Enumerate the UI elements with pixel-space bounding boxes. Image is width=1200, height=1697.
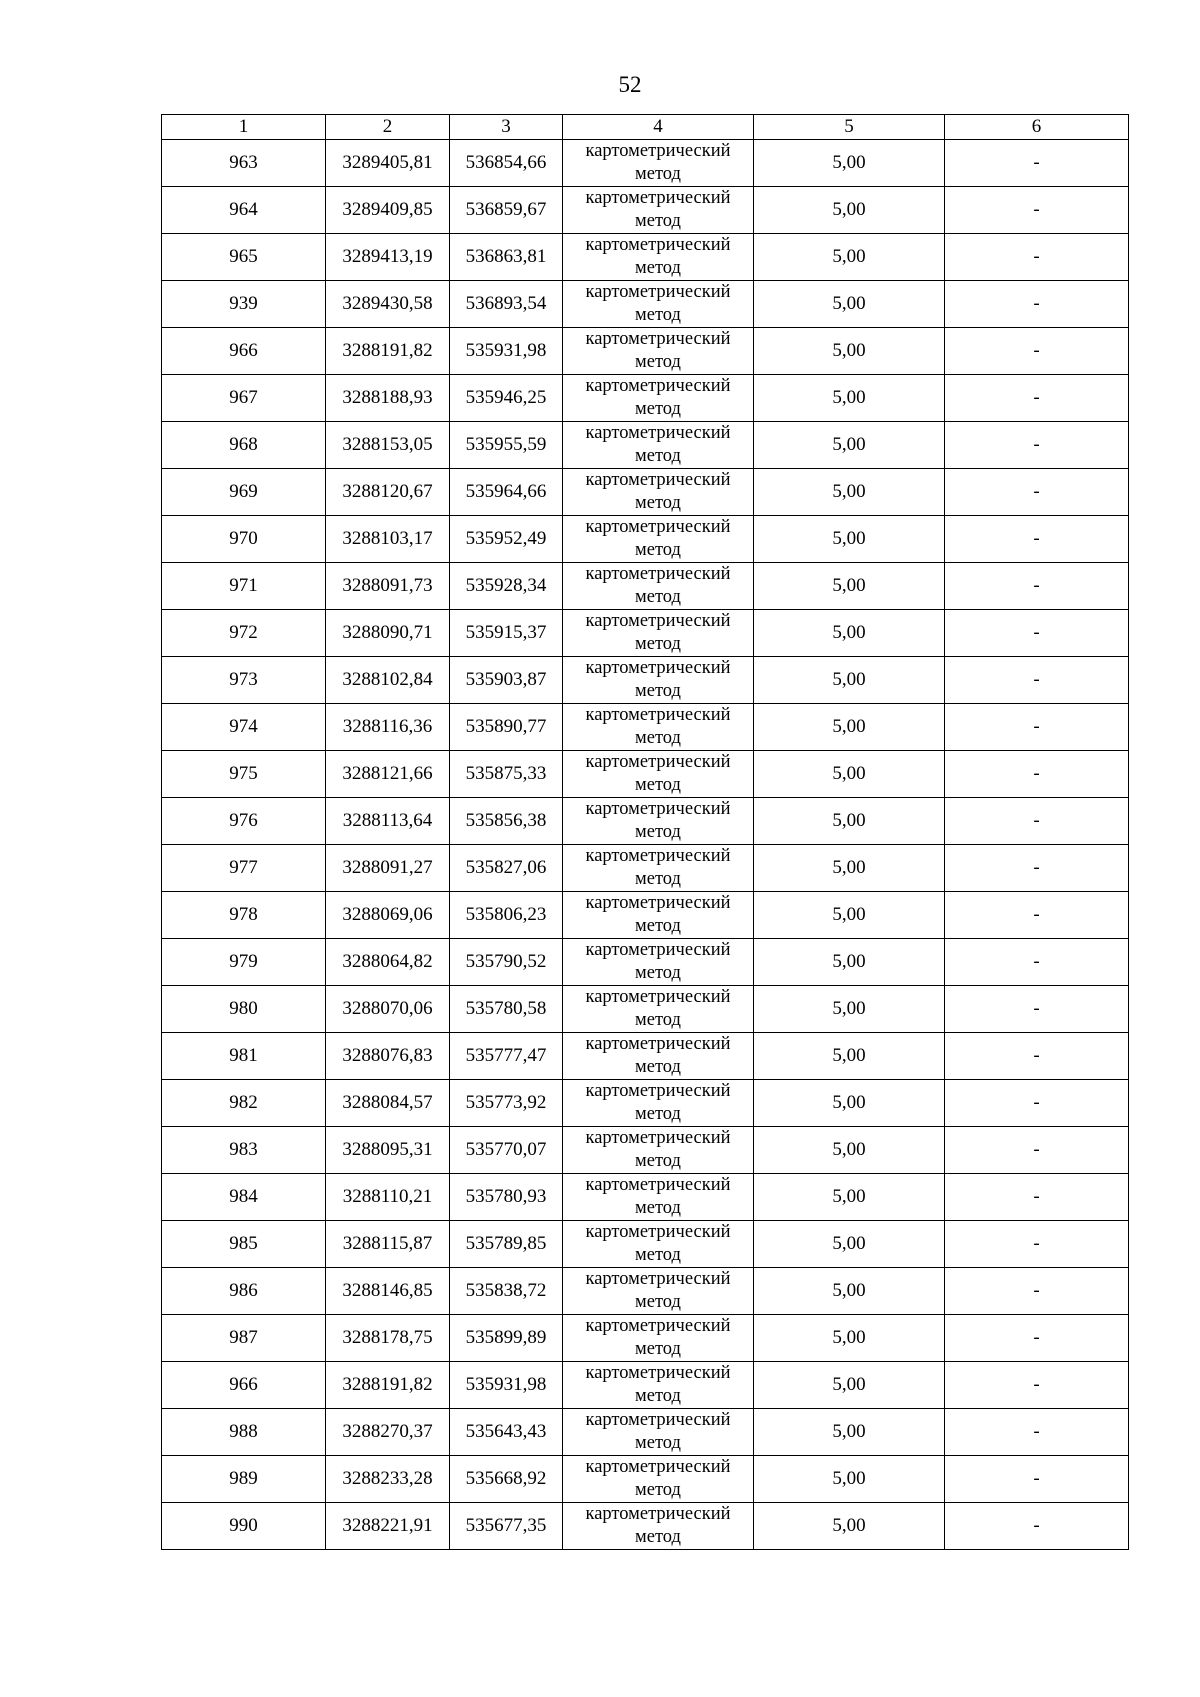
method-cell xyxy=(563,140,754,187)
x-coordinate-cell: 3288070,06 xyxy=(326,986,450,1033)
point-cell: 974 xyxy=(162,704,326,751)
y-coordinate-cell: 536859,67 xyxy=(450,187,563,234)
method-cell xyxy=(563,516,754,563)
method-line-1: картометрический xyxy=(585,1175,731,1195)
method-cell xyxy=(563,939,754,986)
header-col-5: 5 xyxy=(754,115,945,140)
note-cell: - xyxy=(945,469,1129,516)
point-cell: 963 xyxy=(162,140,326,187)
note-cell: - xyxy=(945,1409,1129,1456)
page-number: 52 xyxy=(618,72,642,97)
x-coordinate-cell: 3288270,37 xyxy=(326,1409,450,1456)
method-line-1: картометрический xyxy=(585,564,731,584)
accuracy-cell: 5,00 xyxy=(754,375,945,422)
method-line-2: метод xyxy=(635,587,681,607)
y-coordinate-cell: 535931,98 xyxy=(450,328,563,375)
method-line-1: картометрический xyxy=(585,893,731,913)
method-line-2: метод xyxy=(635,1245,681,1265)
table-row xyxy=(162,140,1129,187)
table-row xyxy=(162,469,1129,516)
table-row xyxy=(162,657,1129,704)
x-coordinate-cell: 3289409,85 xyxy=(326,187,450,234)
method-line-1: картометрический xyxy=(585,611,731,631)
method-line-1: картометрический xyxy=(585,799,731,819)
point-cell: 939 xyxy=(162,281,326,328)
method-cell xyxy=(563,1362,754,1409)
method-cell xyxy=(563,986,754,1033)
x-coordinate-cell: 3288095,31 xyxy=(326,1127,450,1174)
method-cell xyxy=(563,1268,754,1315)
y-coordinate-cell: 535946,25 xyxy=(450,375,563,422)
accuracy-cell: 5,00 xyxy=(754,610,945,657)
table-row xyxy=(162,1080,1129,1127)
method-line-2: метод xyxy=(635,681,681,701)
accuracy-cell: 5,00 xyxy=(754,187,945,234)
accuracy-cell: 5,00 xyxy=(754,1362,945,1409)
table-row xyxy=(162,1127,1129,1174)
table-row xyxy=(162,281,1129,328)
header-col-1: 1 xyxy=(162,115,326,140)
table-row xyxy=(162,1409,1129,1456)
method-line-1: картометрический xyxy=(585,1081,731,1101)
accuracy-cell: 5,00 xyxy=(754,657,945,704)
point-cell: 972 xyxy=(162,610,326,657)
note-cell: - xyxy=(945,751,1129,798)
y-coordinate-cell: 535668,92 xyxy=(450,1456,563,1503)
y-coordinate-cell: 535770,07 xyxy=(450,1127,563,1174)
method-line-2: метод xyxy=(635,1104,681,1124)
accuracy-cell: 5,00 xyxy=(754,1221,945,1268)
accuracy-cell: 5,00 xyxy=(754,1456,945,1503)
x-coordinate-cell: 3288121,66 xyxy=(326,751,450,798)
point-cell: 968 xyxy=(162,422,326,469)
method-line-2: метод xyxy=(635,164,681,184)
method-line-2: метод xyxy=(635,916,681,936)
method-line-2: метод xyxy=(635,728,681,748)
table-row xyxy=(162,1268,1129,1315)
point-cell: 984 xyxy=(162,1174,326,1221)
point-cell: 969 xyxy=(162,469,326,516)
point-cell: 965 xyxy=(162,234,326,281)
method-cell xyxy=(563,422,754,469)
x-coordinate-cell: 3288115,87 xyxy=(326,1221,450,1268)
note-cell: - xyxy=(945,422,1129,469)
point-cell: 971 xyxy=(162,563,326,610)
x-coordinate-cell: 3288110,21 xyxy=(326,1174,450,1221)
method-line-2: метод xyxy=(635,399,681,419)
y-coordinate-cell: 535955,59 xyxy=(450,422,563,469)
note-cell: - xyxy=(945,1315,1129,1362)
method-line-2: метод xyxy=(635,634,681,654)
note-cell: - xyxy=(945,939,1129,986)
method-line-2: метод xyxy=(635,1057,681,1077)
x-coordinate-cell: 3288221,91 xyxy=(326,1503,450,1550)
point-cell: 967 xyxy=(162,375,326,422)
accuracy-cell: 5,00 xyxy=(754,234,945,281)
y-coordinate-cell: 535903,87 xyxy=(450,657,563,704)
note-cell: - xyxy=(945,610,1129,657)
method-line-2: метод xyxy=(635,1151,681,1171)
y-coordinate-cell: 536893,54 xyxy=(450,281,563,328)
y-coordinate-cell: 535789,85 xyxy=(450,1221,563,1268)
method-line-2: метод xyxy=(635,1198,681,1218)
x-coordinate-cell: 3288091,27 xyxy=(326,845,450,892)
point-cell: 990 xyxy=(162,1503,326,1550)
x-coordinate-cell: 3288178,75 xyxy=(326,1315,450,1362)
coordinates-table xyxy=(161,114,1129,1550)
note-cell: - xyxy=(945,1456,1129,1503)
method-cell xyxy=(563,892,754,939)
table-row xyxy=(162,751,1129,798)
method-line-2: метод xyxy=(635,963,681,983)
method-line-2: метод xyxy=(635,869,681,889)
accuracy-cell: 5,00 xyxy=(754,140,945,187)
note-cell: - xyxy=(945,1080,1129,1127)
table-row xyxy=(162,1033,1129,1080)
note-cell: - xyxy=(945,1221,1129,1268)
method-cell xyxy=(563,1456,754,1503)
point-cell: 966 xyxy=(162,1362,326,1409)
method-line-2: метод xyxy=(635,1433,681,1453)
table-row xyxy=(162,1174,1129,1221)
note-cell: - xyxy=(945,234,1129,281)
y-coordinate-cell: 535827,06 xyxy=(450,845,563,892)
method-line-2: метод xyxy=(635,305,681,325)
table-row xyxy=(162,516,1129,563)
note-cell: - xyxy=(945,1268,1129,1315)
y-coordinate-cell: 536863,81 xyxy=(450,234,563,281)
note-cell: - xyxy=(945,1503,1129,1550)
note-cell: - xyxy=(945,657,1129,704)
x-coordinate-cell: 3289413,19 xyxy=(326,234,450,281)
table-row xyxy=(162,986,1129,1033)
method-line-1: картометрический xyxy=(585,470,731,490)
method-line-1: картометрический xyxy=(585,752,731,772)
x-coordinate-cell: 3288090,71 xyxy=(326,610,450,657)
point-cell: 973 xyxy=(162,657,326,704)
method-line-2: метод xyxy=(635,258,681,278)
method-line-2: метод xyxy=(635,493,681,513)
table-row xyxy=(162,1221,1129,1268)
accuracy-cell: 5,00 xyxy=(754,704,945,751)
method-cell xyxy=(563,704,754,751)
method-cell xyxy=(563,1409,754,1456)
method-cell xyxy=(563,281,754,328)
x-coordinate-cell: 3288120,67 xyxy=(326,469,450,516)
y-coordinate-cell: 535780,58 xyxy=(450,986,563,1033)
accuracy-cell: 5,00 xyxy=(754,469,945,516)
note-cell: - xyxy=(945,986,1129,1033)
method-cell xyxy=(563,375,754,422)
note-cell: - xyxy=(945,892,1129,939)
y-coordinate-cell: 535780,93 xyxy=(450,1174,563,1221)
x-coordinate-cell: 3288116,36 xyxy=(326,704,450,751)
y-coordinate-cell: 535643,43 xyxy=(450,1409,563,1456)
accuracy-cell: 5,00 xyxy=(754,516,945,563)
accuracy-cell: 5,00 xyxy=(754,798,945,845)
method-cell xyxy=(563,610,754,657)
y-coordinate-cell: 535952,49 xyxy=(450,516,563,563)
method-line-1: картометрический xyxy=(585,987,731,1007)
point-cell: 986 xyxy=(162,1268,326,1315)
point-cell: 980 xyxy=(162,986,326,1033)
x-coordinate-cell: 3288091,73 xyxy=(326,563,450,610)
accuracy-cell: 5,00 xyxy=(754,986,945,1033)
method-line-2: метод xyxy=(635,1292,681,1312)
note-cell: - xyxy=(945,1362,1129,1409)
y-coordinate-cell: 535899,89 xyxy=(450,1315,563,1362)
x-coordinate-cell: 3288113,64 xyxy=(326,798,450,845)
method-cell xyxy=(563,1080,754,1127)
x-coordinate-cell: 3288069,06 xyxy=(326,892,450,939)
table-row xyxy=(162,1503,1129,1550)
method-line-2: метод xyxy=(635,822,681,842)
y-coordinate-cell: 535806,23 xyxy=(450,892,563,939)
y-coordinate-cell: 535773,92 xyxy=(450,1080,563,1127)
point-cell: 979 xyxy=(162,939,326,986)
method-line-1: картометрический xyxy=(585,141,731,161)
method-line-1: картометрический xyxy=(585,846,731,866)
note-cell: - xyxy=(945,187,1129,234)
x-coordinate-cell: 3288064,82 xyxy=(326,939,450,986)
header-col-2: 2 xyxy=(326,115,450,140)
header-col-3: 3 xyxy=(450,115,563,140)
table-row xyxy=(162,187,1129,234)
method-line-1: картометрический xyxy=(585,1457,731,1477)
x-coordinate-cell: 3288103,17 xyxy=(326,516,450,563)
table-row xyxy=(162,1315,1129,1362)
point-cell: 982 xyxy=(162,1080,326,1127)
x-coordinate-cell: 3288191,82 xyxy=(326,1362,450,1409)
point-cell: 970 xyxy=(162,516,326,563)
x-coordinate-cell: 3288191,82 xyxy=(326,328,450,375)
note-cell: - xyxy=(945,328,1129,375)
table-row xyxy=(162,1362,1129,1409)
y-coordinate-cell: 535777,47 xyxy=(450,1033,563,1080)
table-body xyxy=(162,140,1129,1550)
method-cell xyxy=(563,1033,754,1080)
y-coordinate-cell: 535890,77 xyxy=(450,704,563,751)
point-cell: 976 xyxy=(162,798,326,845)
x-coordinate-cell: 3288102,84 xyxy=(326,657,450,704)
y-coordinate-cell: 535856,38 xyxy=(450,798,563,845)
method-line-2: метод xyxy=(635,1480,681,1500)
point-cell: 987 xyxy=(162,1315,326,1362)
accuracy-cell: 5,00 xyxy=(754,1127,945,1174)
accuracy-cell: 5,00 xyxy=(754,1503,945,1550)
method-line-1: картометрический xyxy=(585,658,731,678)
method-cell xyxy=(563,328,754,375)
note-cell: - xyxy=(945,798,1129,845)
header-col-4: 4 xyxy=(563,115,754,140)
table-row xyxy=(162,563,1129,610)
accuracy-cell: 5,00 xyxy=(754,845,945,892)
method-line-1: картометрический xyxy=(585,423,731,443)
accuracy-cell: 5,00 xyxy=(754,1174,945,1221)
x-coordinate-cell: 3288146,85 xyxy=(326,1268,450,1315)
y-coordinate-cell: 535875,33 xyxy=(450,751,563,798)
x-coordinate-cell: 3289430,58 xyxy=(326,281,450,328)
method-line-1: картометрический xyxy=(585,376,731,396)
method-line-1: картометрический xyxy=(585,1363,731,1383)
y-coordinate-cell: 535677,35 xyxy=(450,1503,563,1550)
point-cell: 966 xyxy=(162,328,326,375)
accuracy-cell: 5,00 xyxy=(754,1315,945,1362)
y-coordinate-cell: 535915,37 xyxy=(450,610,563,657)
x-coordinate-cell: 3289405,81 xyxy=(326,140,450,187)
method-cell xyxy=(563,751,754,798)
y-coordinate-cell: 535964,66 xyxy=(450,469,563,516)
note-cell: - xyxy=(945,704,1129,751)
table-row xyxy=(162,892,1129,939)
method-cell xyxy=(563,187,754,234)
method-line-1: картометрический xyxy=(585,1128,731,1148)
y-coordinate-cell: 535931,98 xyxy=(450,1362,563,1409)
accuracy-cell: 5,00 xyxy=(754,563,945,610)
y-coordinate-cell: 535838,72 xyxy=(450,1268,563,1315)
method-cell xyxy=(563,798,754,845)
accuracy-cell: 5,00 xyxy=(754,422,945,469)
method-cell xyxy=(563,563,754,610)
method-cell xyxy=(563,1503,754,1550)
y-coordinate-cell: 536854,66 xyxy=(450,140,563,187)
method-cell xyxy=(563,234,754,281)
accuracy-cell: 5,00 xyxy=(754,1080,945,1127)
note-cell: - xyxy=(945,845,1129,892)
point-cell: 981 xyxy=(162,1033,326,1080)
x-coordinate-cell: 3288233,28 xyxy=(326,1456,450,1503)
method-line-1: картометрический xyxy=(585,705,731,725)
method-line-1: картометрический xyxy=(585,1504,731,1524)
header-row xyxy=(162,115,1129,140)
point-cell: 985 xyxy=(162,1221,326,1268)
point-cell: 978 xyxy=(162,892,326,939)
point-cell: 988 xyxy=(162,1409,326,1456)
note-cell: - xyxy=(945,375,1129,422)
note-cell: - xyxy=(945,1127,1129,1174)
table-row xyxy=(162,422,1129,469)
table-row xyxy=(162,610,1129,657)
method-line-1: картометрический xyxy=(585,940,731,960)
table-row xyxy=(162,234,1129,281)
point-cell: 975 xyxy=(162,751,326,798)
y-coordinate-cell: 535790,52 xyxy=(450,939,563,986)
point-cell: 989 xyxy=(162,1456,326,1503)
accuracy-cell: 5,00 xyxy=(754,1033,945,1080)
method-line-2: метод xyxy=(635,446,681,466)
method-line-2: метод xyxy=(635,1527,681,1547)
method-line-1: картометрический xyxy=(585,188,731,208)
method-line-2: метод xyxy=(635,211,681,231)
note-cell: - xyxy=(945,1174,1129,1221)
note-cell: - xyxy=(945,140,1129,187)
method-line-1: картометрический xyxy=(585,1222,731,1242)
method-line-2: метод xyxy=(635,775,681,795)
accuracy-cell: 5,00 xyxy=(754,1268,945,1315)
table-row xyxy=(162,328,1129,375)
accuracy-cell: 5,00 xyxy=(754,281,945,328)
method-line-1: картометрический xyxy=(585,1269,731,1289)
point-cell: 964 xyxy=(162,187,326,234)
accuracy-cell: 5,00 xyxy=(754,892,945,939)
table-row xyxy=(162,704,1129,751)
method-cell xyxy=(563,845,754,892)
note-cell: - xyxy=(945,516,1129,563)
table-row xyxy=(162,375,1129,422)
accuracy-cell: 5,00 xyxy=(754,751,945,798)
method-line-1: картометрический xyxy=(585,235,731,255)
table-row xyxy=(162,1456,1129,1503)
note-cell: - xyxy=(945,1033,1129,1080)
method-line-2: метод xyxy=(635,352,681,372)
note-cell: - xyxy=(945,563,1129,610)
method-line-1: картометрический xyxy=(585,1410,731,1430)
method-line-1: картометрический xyxy=(585,1034,731,1054)
accuracy-cell: 5,00 xyxy=(754,939,945,986)
method-line-1: картометрический xyxy=(585,282,731,302)
table-row xyxy=(162,845,1129,892)
header-col-6: 6 xyxy=(945,115,1129,140)
table-row xyxy=(162,798,1129,845)
x-coordinate-cell: 3288188,93 xyxy=(326,375,450,422)
x-coordinate-cell: 3288084,57 xyxy=(326,1080,450,1127)
method-cell xyxy=(563,1127,754,1174)
x-coordinate-cell: 3288153,05 xyxy=(326,422,450,469)
note-cell: - xyxy=(945,281,1129,328)
method-cell xyxy=(563,469,754,516)
point-cell: 983 xyxy=(162,1127,326,1174)
method-line-1: картометрический xyxy=(585,517,731,537)
x-coordinate-cell: 3288076,83 xyxy=(326,1033,450,1080)
accuracy-cell: 5,00 xyxy=(754,328,945,375)
method-line-2: метод xyxy=(635,540,681,560)
method-line-1: картометрический xyxy=(585,1316,731,1336)
method-cell xyxy=(563,1174,754,1221)
method-cell xyxy=(563,1315,754,1362)
table-row xyxy=(162,939,1129,986)
method-line-1: картометрический xyxy=(585,329,731,349)
method-line-2: метод xyxy=(635,1339,681,1359)
method-cell xyxy=(563,1221,754,1268)
method-line-2: метод xyxy=(635,1386,681,1406)
point-cell: 977 xyxy=(162,845,326,892)
method-line-2: метод xyxy=(635,1010,681,1030)
accuracy-cell: 5,00 xyxy=(754,1409,945,1456)
method-cell xyxy=(563,657,754,704)
y-coordinate-cell: 535928,34 xyxy=(450,563,563,610)
